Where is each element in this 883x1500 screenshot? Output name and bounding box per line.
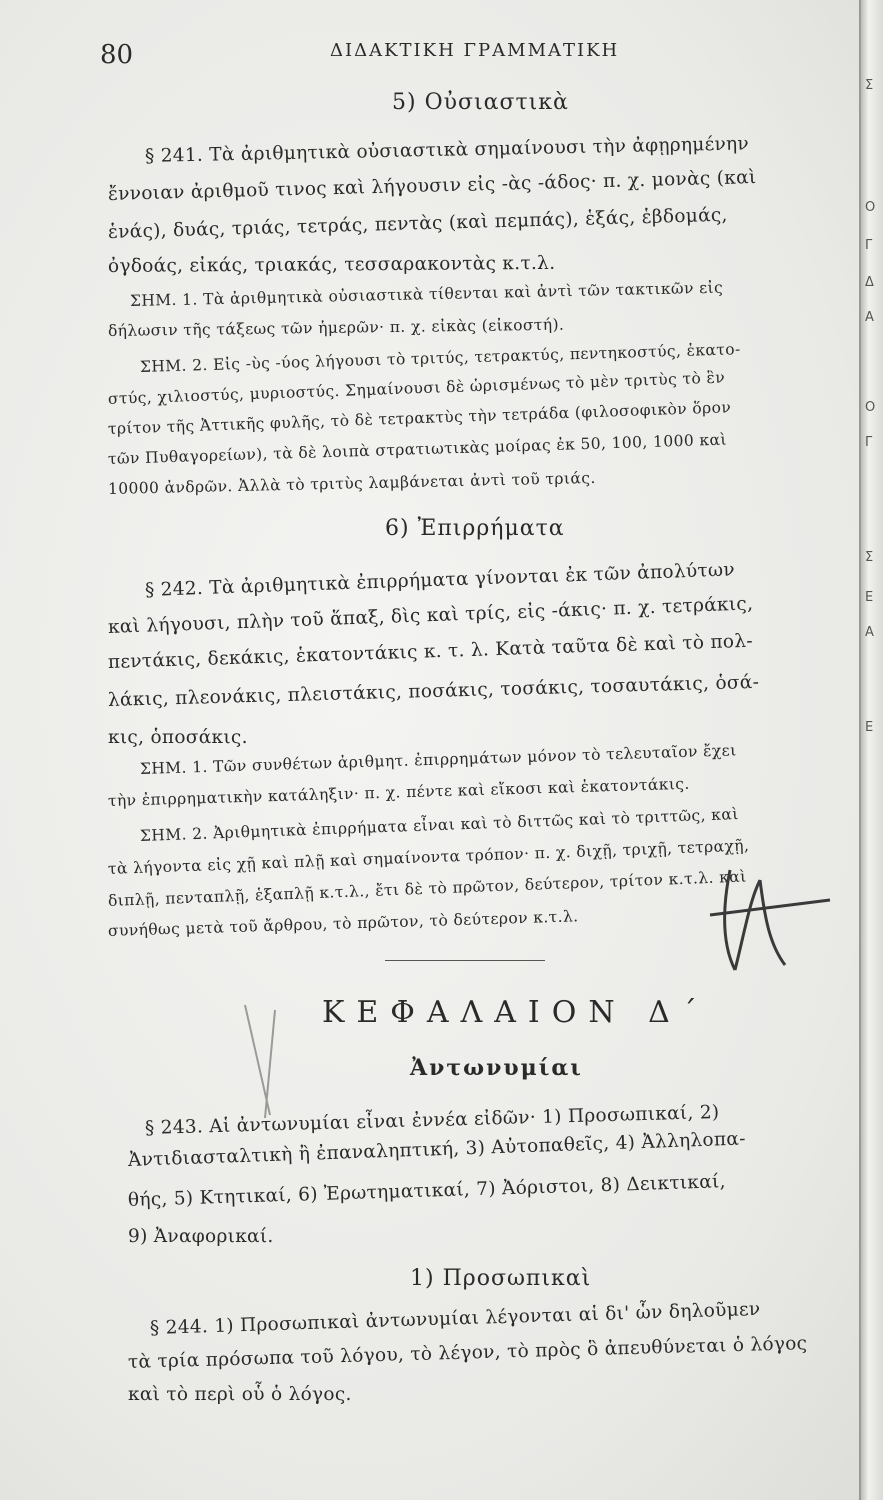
text-line: § 242. Τὰ ἀριθμητικὰ ἐπιρρήματα γίνονται ἐκ τῶν ἀπολύτων [144,559,736,601]
chapter-title: ΚΕΦΑΛΑΙΟΝ Δ΄ [322,995,709,1030]
text-line: ἔννοιαν ἀριθμοῦ τινος καὶ λήγουσιν εἰς -ὰς -άδος· π. χ. μονὰς (καὶ [107,167,757,205]
section-divider [385,960,545,961]
text-line: καὶ τὸ περὶ οὗ ὁ λόγος. [128,1384,352,1405]
text-line: τὰ τρία πρόσωπα τοῦ λόγου, τὸ λέγον, τὸ πρὸς ὃ ἀπευθύνεται ὁ λόγος [127,1333,808,1373]
note-line: στύς, χιλιοστύς, μυριοστύς. Σημαίνουσι δὲ ὡρισμένως τὸ μὲν τριτὺς τὸ ἓν [107,368,726,408]
margin-letter: Ε [865,590,874,605]
text-line: κις, ὁποσάκις. [108,727,248,748]
note-line: ΣΗΜ. 2. Ἀριθμητικὰ ἐπιρρήματα εἶναι καὶ τὸ διττῶς καὶ τὸ τριττῶς, καὶ [139,805,739,845]
margin-letter: Ο [865,400,876,415]
margin-letter: Γ [865,238,873,253]
text-line: § 243. Αἱ ἀντωνυμίαι εἶναι ἐννέα εἰδῶν· 1) Προσωπικαί, 2) [144,1101,720,1139]
text-line: λάκις, πλεονάκις, πλειστάκις, ποσάκις, τοσάκις, τοσαυτάκις, ὁσά- [107,671,760,711]
note-line: τὴν ἐπιρρηματικὴν κατάληξιν· π. χ. πέντε καὶ εἴκοσι καὶ ἑκατοντάκις. [107,774,690,810]
margin-letter: Δ [865,275,874,290]
page-number: 80 [100,40,134,70]
note-line: συνήθως μετὰ τοῦ ἄρθρου, τὸ πρῶτον, τὸ δεύτερον κ.τ.λ. [107,907,579,940]
section-title-personal: 1) Προσωπικαὶ [410,1266,592,1291]
text-line: καὶ λήγουσι, πλὴν τοῦ ἅπαξ, δὶς καὶ τρίς, εἰς -άκις· π. χ. τετράκις, [107,593,754,638]
note-line: διπλῇ, πενταπλῇ, ἑξαπλῇ κ.τ.λ., ἔτι δὲ τὸ πρῶτον, δεύτερον, τρίτον κ.τ.λ. καὶ [107,867,747,910]
margin-letter: Ε [865,720,874,735]
text-line: Ἀντιδιασταλτικὴ ἢ ἐπαναληπτική, 3) Αὐτοπαθεῖς, 4) Ἀλληλοπα- [127,1128,747,1171]
text-line: θής, 5) Κτητικαί, 6) Ἐρωτηματικαί, 7) Ἀόριστοι, 8) Δεικτικαί, [127,1171,727,1211]
note-line: τὰ λήγοντα εἰς χῇ καὶ πλῇ καὶ σημαίνοντα τρόπον· π. χ. διχῇ, τριχῇ, τετραχῇ, [107,836,750,878]
margin-letter: Α [865,625,874,640]
text-line: § 241. Τὰ ἀριθμητικὰ οὐσιαστικὰ σημαίνουσι τὴν ἀφῃρημένην [144,133,750,167]
ink-scribble [690,860,840,980]
text-line: § 244. 1) Προσωπικαὶ ἀντωνυμίαι λέγονται αἱ δι' ὧν δηλοῦμεν [149,1298,761,1339]
section-title-nouns: 5) Οὐσιαστικὰ [392,90,569,115]
note-line: 10000 ἀνδρῶν. Ἀλλὰ τὸ τριτὺς λαμβάνεται ἀντὶ τοῦ τριάς. [107,468,596,498]
margin-letter: Γ [865,435,873,450]
note-line: ΣΗΜ. 1. Τῶν συνθέτων ἀριθμητ. ἐπιρρημάτων μόνον τὸ τελευταῖον ἔχει [139,741,737,778]
text-line: ἑνάς), δυάς, τριάς, τετράς, πεντὰς (καὶ πεμπάς), ἑξάς, ἑβδομάς, [107,204,729,243]
margin-letter: Ο [865,200,876,215]
running-head: ΔΙΔΑΚΤΙΚΗ ΓΡΑΜΜΑΤΙΚΗ [330,40,620,61]
note-line: δήλωσιν τῆς τάξεως τῶν ἡμερῶν· π. χ. εἰκὰς (εἰκοστή). [107,315,565,340]
text-line: ὀγδοάς, εἰκάς, τριακάς, τεσσαρακοντὰς κ.τ.λ. [107,252,556,277]
pencil-mark [235,1000,315,1120]
section-title-adverbs: 6) Ἐπιρρήματα [385,516,565,541]
text-line: 9) Ἀναφορικαί. [128,1226,274,1247]
chapter-subtitle: Ἀντωνυμίαι [410,1055,583,1081]
note-line: τῶν Πυθαγορείων), τὰ δὲ λοιπὰ στρατιωτικὰς μοίρας ἐκ 50, 100, 1000 καὶ [107,430,728,468]
note-line: τρίτον τῆς Ἀττικῆς φυλῆς, τὸ δὲ τετρακτὺς τὴν τετράδα (φιλοσοφικὸν ὅρον [107,398,732,438]
margin-letter: Σ [865,78,874,93]
note-line: ΣΗΜ. 1. Τὰ ἀριθμητικὰ οὐσιαστικὰ τίθενται καὶ ἀντὶ τῶν τακτικῶν εἰς [129,278,724,310]
margin-letter: Σ [865,550,874,565]
facing-page-edge [859,0,883,1500]
margin-letter: Α [865,310,874,325]
note-line: ΣΗΜ. 2. Εἰς -ὺς -ύος λήγουσι τὸ τριτύς, τετρακτύς, πεντηκοστύς, ἑκατο- [139,340,741,376]
text-line: πεντάκις, δεκάκις, ἑκατοντάκις κ. τ. λ. Κατὰ ταῦτα δὲ καὶ τὸ πολ- [107,630,754,673]
